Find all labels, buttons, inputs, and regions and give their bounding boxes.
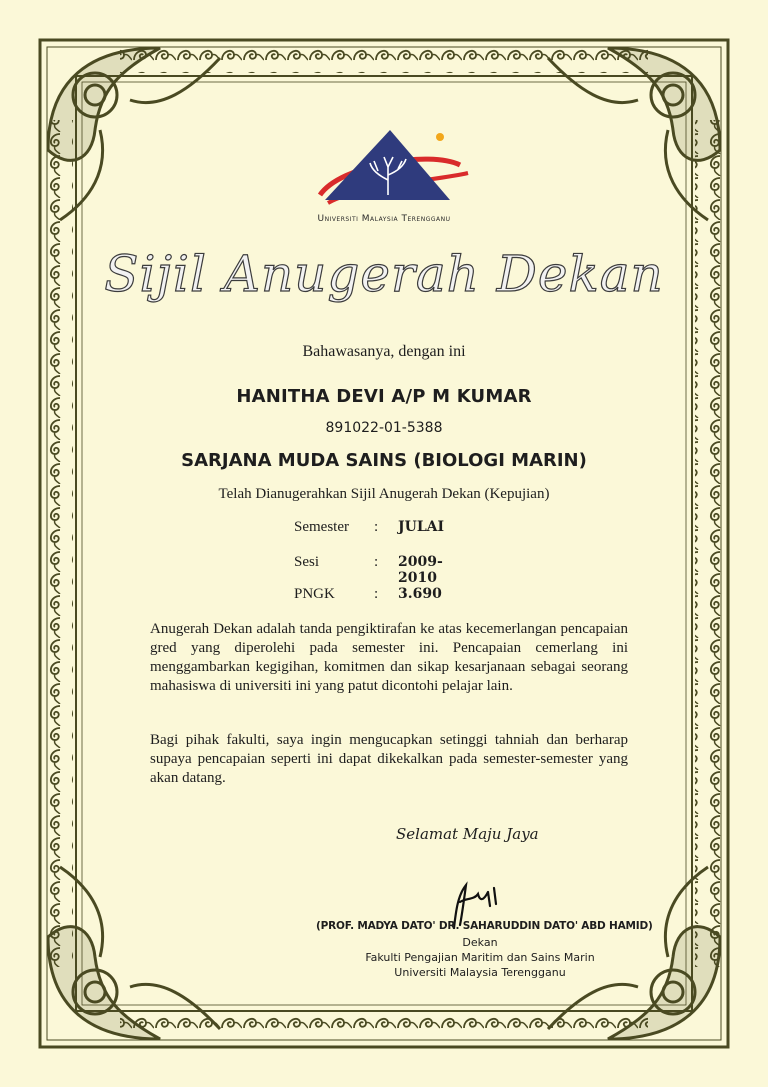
ic-number: 891022-01-5388 bbox=[325, 420, 443, 436]
intro-text: Bahawasanya, dengan ini bbox=[302, 343, 466, 360]
detail-separator: : bbox=[374, 586, 379, 602]
detail-separator: : bbox=[374, 554, 379, 570]
detail-value: JULAI bbox=[398, 519, 445, 535]
university-name: Universiti Malaysia Terengganu bbox=[317, 214, 451, 224]
degree-title: SARJANA MUDA SAINS (BIOLOGI MARIN) bbox=[181, 450, 587, 471]
signatory-position: Dekan bbox=[462, 936, 498, 949]
detail-separator: : bbox=[374, 519, 379, 535]
signatory-faculty: Fakulti Pengajian Maritim dan Sains Marin bbox=[365, 951, 595, 964]
award-line: Telah Dianugerahkan Sijil Anugerah Dekan (Kepujian) bbox=[218, 486, 550, 502]
detail-value: 2009-2010 bbox=[398, 554, 443, 586]
signatory-university: Universiti Malaysia Terengganu bbox=[394, 966, 566, 979]
award-description: Anugerah Dekan adalah tanda pengiktirafan ke atas kecemerlangan pencapaian gred yang diperolehi pada semester ini. Pencapaian cemerlang ini menggambarkan kegigihan, komitmen dan sikap kesarjanaan sebagai seorang mahasiswa di universiti ini yang patut dicontohi pelajar lain. bbox=[150, 621, 628, 694]
certificate-title: Sijil Anugerah Dekan bbox=[104, 245, 664, 303]
detail-value: 3.690 bbox=[398, 586, 442, 602]
detail-label: Sesi bbox=[294, 554, 320, 570]
detail-label: Semester bbox=[294, 519, 349, 535]
detail-label: PNGK bbox=[294, 586, 335, 602]
congratulation-paragraph: Bagi pihak fakulti, saya ingin mengucapkan setinggi tahniah dan berharap supaya pencapaian seperti ini dapat dikekalkan pada semester-semester yang akan datang. bbox=[150, 732, 628, 786]
recipient-name: HANITHA DEVI A/P M KUMAR bbox=[236, 386, 532, 407]
closing-greeting: Selamat Maju Jaya bbox=[396, 825, 539, 843]
signatory-name: (PROF. MADYA DATO' DR. SAHARUDDIN DATO' ABD HAMID) bbox=[316, 920, 653, 932]
